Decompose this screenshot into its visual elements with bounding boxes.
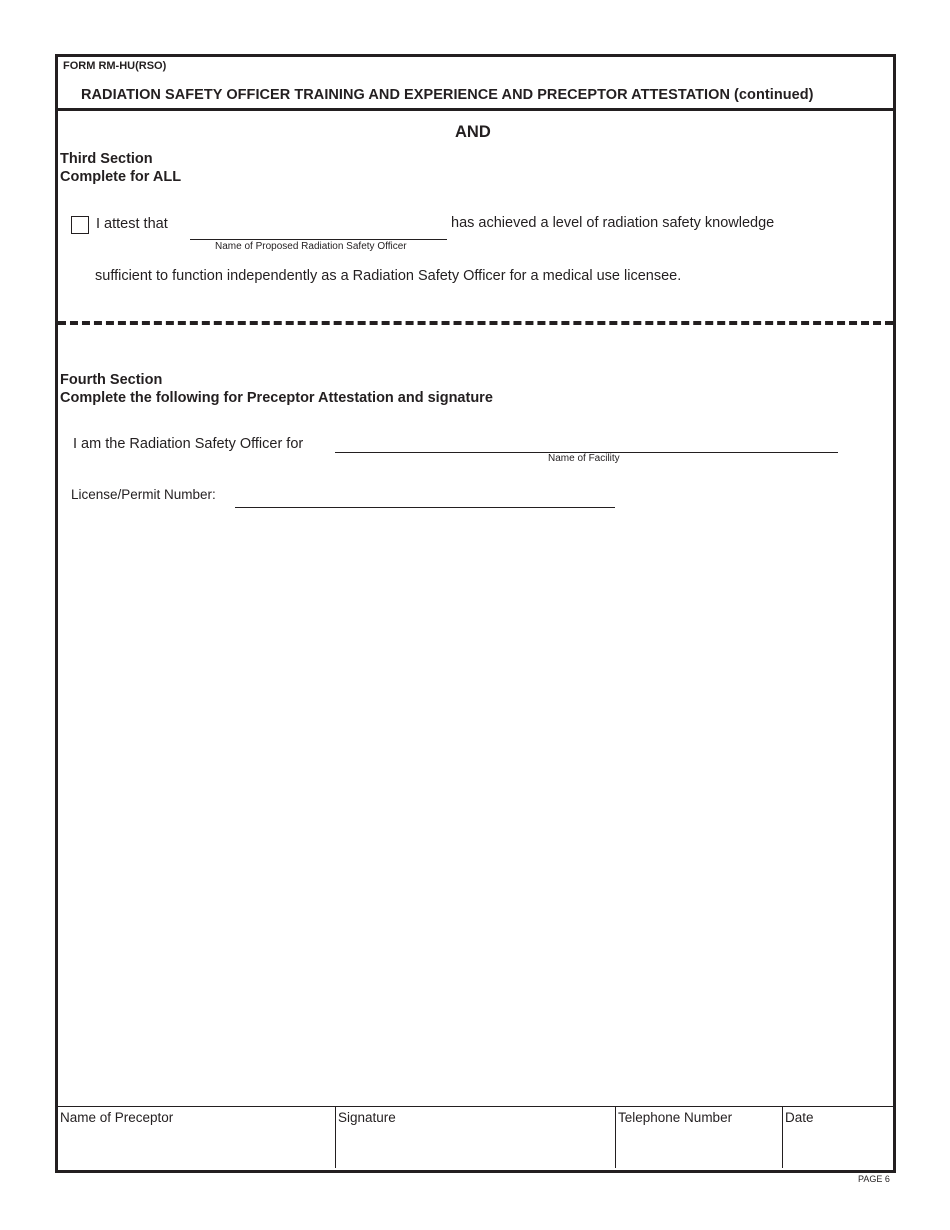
license-number-field[interactable]: [235, 485, 618, 508]
section-dashed-divider: [58, 321, 893, 325]
attest-continuation: sufficient to function independently as a Radiation Safety Officer for a medical use licensee.: [95, 268, 682, 284]
attest-suffix: has achieved a level of radiation safety knowledge: [451, 215, 775, 231]
signature-cell[interactable]: [335, 1107, 615, 1168]
signature-label: Signature: [338, 1110, 396, 1125]
third-section-title: Third Section: [60, 151, 153, 167]
fourth-section-subtitle: Complete the following for Preceptor Attestation and signature: [60, 390, 493, 406]
fourth-section-title: Fourth Section: [60, 372, 163, 388]
preceptor-name-cell[interactable]: [58, 1107, 335, 1168]
attest-checkbox[interactable]: [71, 216, 89, 234]
attest-prefix: I attest that: [96, 216, 168, 232]
rso-name-underline: [190, 239, 447, 240]
date-label: Date: [785, 1110, 814, 1125]
form-id: FORM RM-HU(RSO): [63, 60, 167, 72]
signature-table: [58, 1106, 893, 1168]
rso-name-caption: Name of Proposed Radiation Safety Officer: [215, 241, 407, 252]
facility-name-field[interactable]: [335, 430, 841, 454]
license-label: License/Permit Number:: [71, 487, 216, 502]
facility-caption: Name of Facility: [548, 453, 620, 464]
page-number: PAGE 6: [858, 1174, 890, 1184]
third-section-subtitle: Complete for ALL: [60, 169, 182, 185]
and-label: AND: [455, 123, 491, 141]
telephone-label: Telephone Number: [618, 1110, 733, 1125]
form-title: RADIATION SAFETY OFFICER TRAINING AND EXPERIENCE AND PRECEPTOR ATTESTATION (continued): [81, 87, 814, 103]
rso-name-field[interactable]: [190, 215, 450, 239]
rso-for-label: I am the Radiation Safety Officer for: [73, 436, 304, 452]
telephone-cell[interactable]: [615, 1107, 782, 1168]
header-divider: [58, 108, 893, 111]
preceptor-name-label: Name of Preceptor: [60, 1110, 174, 1125]
license-underline: [235, 507, 615, 508]
date-cell[interactable]: [782, 1107, 893, 1168]
